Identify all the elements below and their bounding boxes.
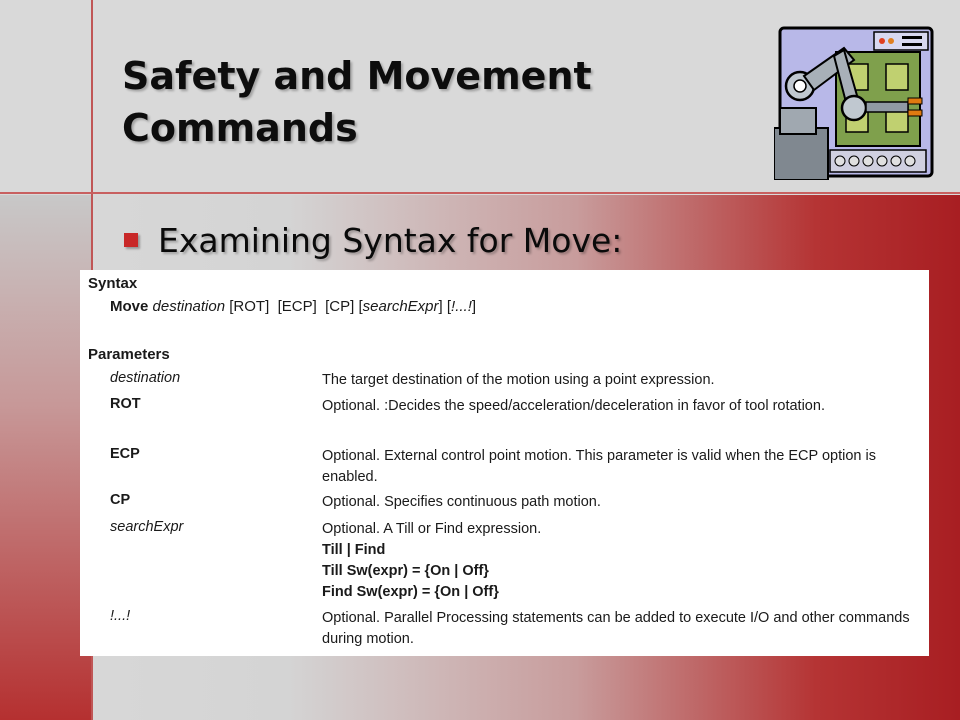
syntax-cp: [CP]: [325, 298, 355, 315]
title-line-2: Commands: [122, 106, 358, 150]
syntax-heading: Syntax: [88, 275, 138, 292]
syntax-destination: destination: [152, 298, 226, 315]
param-name: ECP: [110, 446, 140, 462]
param-name: ROT: [110, 396, 141, 412]
till-sw-line: Till Sw(expr) = {On | Off}: [322, 563, 489, 579]
syntax-parallel-open: [: [446, 298, 452, 315]
param-description: Optional. :Decides the speed/acceleration/deceleration in favor of tool rotation.: [322, 398, 825, 414]
param-name: CP: [110, 492, 131, 508]
param-name: !...!: [110, 608, 131, 624]
bullet-square-icon: [124, 233, 138, 247]
syntax-search: searchExpr: [362, 298, 439, 315]
robot-arm-icon: [774, 24, 934, 180]
param-description: The target destination of the motion using a point expression.: [322, 372, 715, 388]
param-name: searchExpr: [110, 519, 184, 535]
syntax-document-image: [80, 270, 929, 656]
param-description: Optional. External control point motion. This parameter is valid when the ECP option is enabled.: [322, 448, 876, 485]
syntax-line: [110, 298, 476, 315]
find-sw-line: Find Sw(expr) = {On | Off}: [322, 584, 499, 600]
syntax-ecp: [ECP]: [277, 298, 317, 315]
param-description: Optional. Specifies continuous path motion.: [322, 494, 601, 510]
left-band: [0, 195, 92, 720]
param-description: [322, 519, 912, 603]
horizontal-rule: [0, 192, 960, 194]
syntax-rot: [ROT]: [229, 298, 270, 315]
bullet-text: Examining Syntax for Move:: [158, 220, 623, 260]
param-name: destination: [110, 370, 181, 386]
syntax-command: Move: [110, 298, 149, 315]
title-line-1: Safety and Movement: [122, 54, 592, 98]
till-find-line: Till | Find: [322, 542, 386, 558]
param-description: Optional. Parallel Processing statements can be added to execute I/O and other commands during motion.: [322, 610, 910, 647]
param-description-text: Optional. A Till or Find expression.: [322, 521, 542, 537]
syntax-search-open: [: [358, 298, 363, 315]
syntax-search-close: ]: [438, 298, 443, 315]
bullet-item: [124, 218, 622, 262]
syntax-parallel-close: ]: [471, 298, 477, 315]
syntax-parallel: !...!: [451, 298, 472, 315]
parameters-heading: Parameters: [88, 346, 170, 363]
slide-title: [122, 50, 742, 154]
